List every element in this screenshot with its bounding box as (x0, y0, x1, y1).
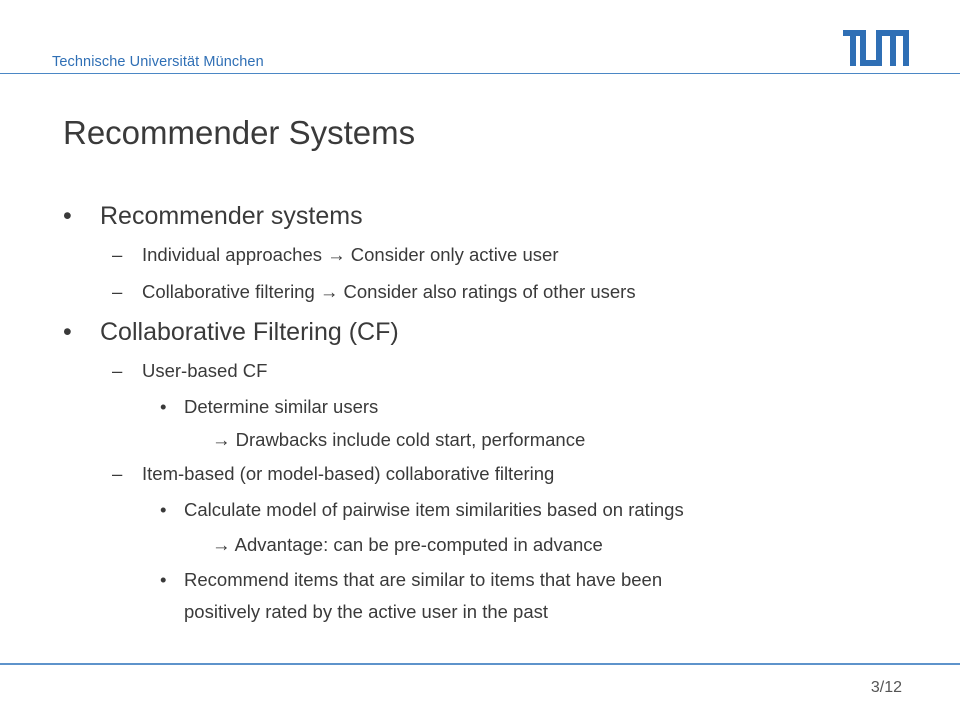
sub-item-item-based-cf: Item-based (or model-based) collaborative filtering (142, 463, 555, 484)
footer-divider (0, 663, 960, 665)
page-current: 3 (870, 679, 880, 696)
dash-marker: – (112, 360, 123, 381)
note-drawbacks: → Drawbacks include cold start, performance (212, 429, 586, 450)
bullet-marker: • (160, 569, 167, 590)
sub-item-user-based-cf: User-based CF (142, 360, 268, 381)
dash-marker: – (112, 463, 123, 484)
bullet-recommender-systems: Recommender systems (100, 202, 363, 230)
page-total: /12 (879, 679, 902, 696)
bullet-marker: • (63, 318, 72, 346)
sub-item-collaborative-filtering: Collaborative filtering → Consider also ratings of other users (142, 281, 636, 302)
bullet-marker: • (160, 396, 167, 417)
dash-marker: – (112, 281, 123, 302)
sub-item-individual-approaches: Individual approaches → Consider only active user (142, 244, 559, 265)
sub-sub-item-determine-similar-users: Determine similar users (184, 396, 379, 417)
note-advantage: → Advantage: can be pre-computed in advance (212, 534, 603, 555)
page-number (871, 679, 902, 697)
bullet-marker: • (63, 202, 72, 230)
bullet-marker: • (160, 499, 167, 520)
slide-title: Recommender Systems (63, 114, 416, 151)
dash-marker: – (112, 244, 123, 265)
institution-name: Technische Universität München (52, 54, 264, 70)
sub-sub-item-recommend-items: Recommend items that are similar to items that have been (184, 569, 663, 590)
bullet-collaborative-filtering-cf: Collaborative Filtering (CF) (100, 318, 399, 346)
sub-sub-item-recommend-items-continuation: positively rated by the active user in the past (184, 601, 549, 622)
sub-sub-item-calculate-model: Calculate model of pairwise item similarities based on ratings (184, 499, 684, 520)
